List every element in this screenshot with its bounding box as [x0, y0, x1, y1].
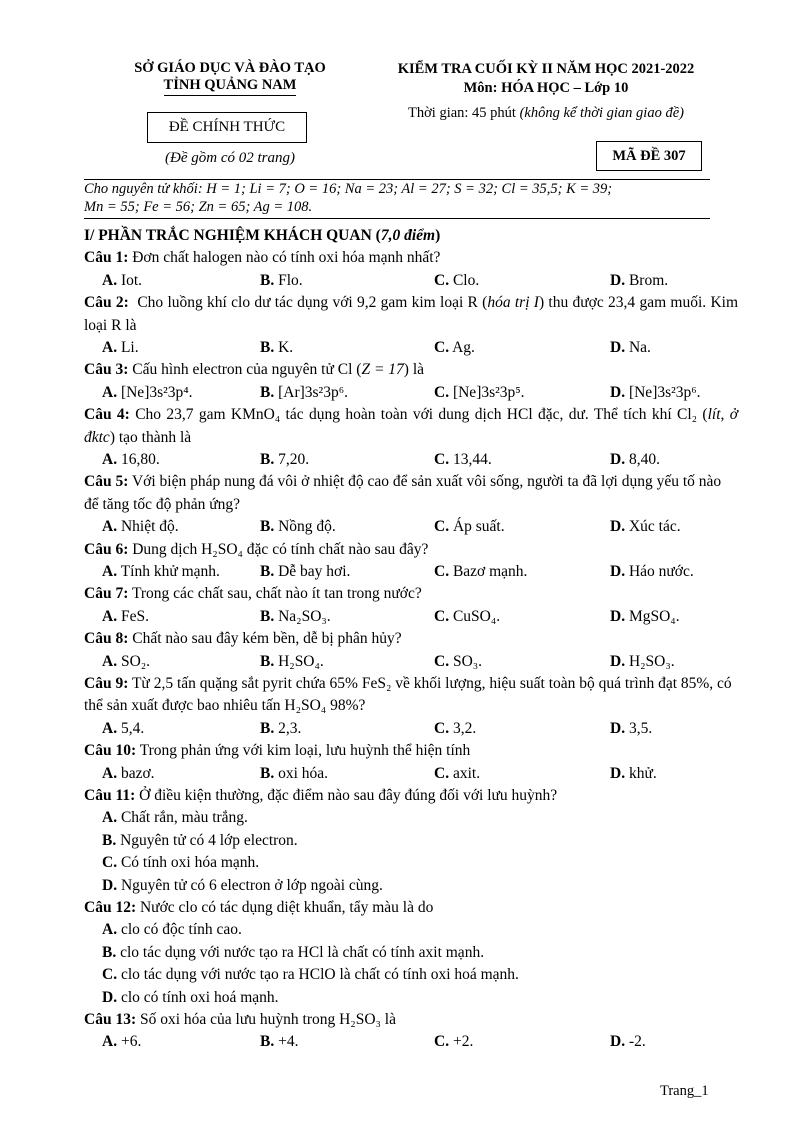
option-a: A. bazơ. [102, 764, 155, 782]
atomic-masses-note [84, 180, 710, 216]
option-c: C. 13,44. [434, 451, 492, 469]
option-d: D. 3,5. [610, 719, 653, 737]
option-b: B. Flo. [260, 271, 303, 289]
questions-section [84, 225, 738, 1054]
option-d: D. clo có tính oxi hoá mạnh. [102, 988, 279, 1006]
options-row [84, 516, 738, 538]
option-d: D. 8,40. [610, 451, 660, 469]
question-7: Câu 7: Trong các chất sau, chất nào ít tan trong nước? [84, 585, 422, 603]
option-c: C. Bazơ mạnh. [434, 563, 528, 581]
province-name: TỈNH QUẢNG NAM [164, 77, 297, 96]
option-d: D. khử. [610, 764, 657, 782]
option-a: A. FeS. [102, 607, 149, 625]
question-1 [84, 247, 738, 269]
question-12: Câu 12: Nước clo có tác dụng diệt khuẩn, tẩy màu là do [84, 899, 434, 917]
options-row [84, 382, 738, 404]
option-a: A. Iot. [102, 271, 143, 289]
options-row [84, 561, 738, 583]
exam-code-badge: MÃ ĐỀ 307 [596, 141, 702, 171]
option-b: B. clo tác dụng với nước tạo ra HCl là chất có tính axit mạnh. [102, 943, 485, 961]
exam-title-block [372, 60, 720, 98]
question-label: Câu 1: [84, 249, 129, 267]
options-row [84, 449, 738, 471]
page-count-note: (Đề gồm có 02 trang) [165, 150, 295, 166]
option-a: A. +6. [102, 1033, 142, 1051]
option-a: A. 16,80. [102, 451, 160, 469]
question-text: Đơn chất halogen nào có tính oxi hóa mạnh nhất? [132, 249, 441, 267]
option-a: A. Chất rắn, màu trắng. [102, 809, 248, 827]
option-d: D. Xúc tác. [610, 518, 681, 536]
option-c: C. Clo. [434, 271, 480, 289]
question-label: Câu 5: [84, 473, 129, 491]
question-label: Câu 4: [84, 406, 130, 424]
options-row [84, 337, 738, 359]
option-a: A. clo có độc tính cao. [102, 921, 242, 939]
option-c: C. CuSO₄. [434, 607, 501, 625]
atomic-masses-line-2: Mn = 55; Fe = 56; Zn = 65; Ag = 108. [84, 199, 313, 215]
exam-title: KIỂM TRA CUỐI KỲ II NĂM HỌC 2021-2022 [397, 61, 695, 77]
section-title: I/ PHẦN TRẮC NGHIỆM KHÁCH QUAN (7,0 điểm) [84, 227, 441, 244]
option-c: C. clo tác dụng với nước tạo ra HClO là chất có tính oxi hoá mạnh. [102, 966, 519, 984]
question-label: Câu 3: [84, 361, 129, 379]
option-d: D. MgSO₄. [610, 607, 680, 625]
options-row [84, 270, 738, 292]
atomic-masses-line-1: Cho nguyên tử khối: H = 1; Li = 7; O = 16; Na = 23; Al = 27; S = 32; Cl = 35,5; K = 39; [84, 181, 613, 197]
option-c: C. [Ne]3s²3p⁵. [434, 383, 525, 401]
time-label: Thời gian: 45 phút [408, 105, 516, 121]
option-a: A. Nhiệt độ. [102, 518, 179, 536]
option-b: B. 2,3. [260, 719, 302, 737]
option-a: A. Li. [102, 339, 139, 357]
option-c: C. SO₃. [434, 652, 483, 670]
question-label: Câu 2: [84, 294, 129, 312]
option-b: B. Dễ bay hơi. [260, 563, 351, 581]
option-b: B. oxi hóa. [260, 764, 329, 782]
question-3: Câu 3: Cấu hình electron của nguyên tử Cl (Z = 17) là [84, 361, 425, 379]
option-c: C. Ag. [434, 339, 475, 357]
options-row [84, 718, 738, 740]
question-label: Câu 7: [84, 585, 129, 603]
question-label: Câu 12: [84, 899, 137, 917]
option-b: B. Nồng độ. [260, 518, 336, 536]
department-name: SỞ GIÁO DỤC VÀ ĐÀO TẠO [134, 60, 326, 76]
option-c: C. +2. [434, 1033, 474, 1051]
option-b: B. H₂SO₄. [260, 652, 324, 670]
option-a: A. 5,4. [102, 719, 145, 737]
official-exam-badge: ĐỀ CHÍNH THỨC [147, 112, 307, 143]
option-a: A. SO₂. [102, 652, 151, 670]
question-13: Câu 13: Số oxi hóa của lưu huỳnh trong H₂SO₃ là [84, 1011, 396, 1029]
page-number: Trang_1 [660, 1083, 709, 1099]
option-d: D. Nguyên tử có 6 electron ở lớp ngoài cùng. [102, 876, 383, 894]
option-c: C. axit. [434, 764, 481, 782]
question-10: Câu 10: Trong phản ứng với kim loại, lưu huỳnh thể hiện tính [84, 742, 471, 760]
exam-time [372, 105, 720, 122]
option-a: A. Tính khử mạnh. [102, 563, 220, 581]
option-d: D. Na. [610, 339, 651, 357]
question-label: Câu 6: [84, 540, 129, 558]
divider-bottom [84, 218, 710, 219]
options-row [84, 606, 738, 628]
option-b: B. 7,20. [260, 451, 310, 469]
options-row [84, 763, 738, 785]
option-b: B. Nguyên tử có 4 lớp electron. [102, 831, 298, 849]
exam-subject: Môn: HÓA HỌC – Lớp 10 [463, 80, 629, 96]
question-label: Câu 13: [84, 1011, 137, 1029]
options-row [84, 1031, 738, 1053]
question-6: Câu 6: Dung dịch H₂SO₄ đặc có tính chất nào sau đây? [84, 540, 429, 558]
option-b: B. Na₂SO₃. [260, 607, 331, 625]
time-note: (không kể thời gian giao đề) [519, 105, 684, 121]
option-d: D. Brom. [610, 271, 669, 289]
option-c: C. Áp suất. [434, 518, 505, 536]
option-c: C. 3,2. [434, 719, 477, 737]
question-label: Câu 8: [84, 630, 129, 648]
question-9: Câu 9: Từ 2,5 tấn quặng sắt pyrit chứa 65% FeS₂ về khối lượng, hiệu suất toàn bộ quá trình đạt 85%, có thể sản xuất được bao nhiêu tấn H₂SO₄ 98%? [84, 675, 732, 715]
question-8: Câu 8: Chất nào sau đây kém bền, dễ bị phân hủy? [84, 630, 402, 648]
question-11: Câu 11: Ở điều kiện thường, đặc điểm nào sau đây đúng đối với lưu huỳnh? [84, 787, 558, 804]
section-points: 7,0 điểm [380, 227, 436, 244]
options-row [84, 651, 738, 673]
question-4: Câu 4: Cho 23,7 gam KMnO₄ tác dụng hoàn toàn với dung dịch HCl đặc, dư. Thể tích khí Cl₂ (lít, ở đktc) tạo thành là [84, 406, 738, 446]
option-d: D. -2. [610, 1033, 646, 1051]
question-label: Câu 10: [84, 742, 137, 760]
option-b: B. [Ar]3s²3p⁶. [260, 383, 348, 401]
option-b: B. K. [260, 339, 294, 357]
question-2: Câu 2: Cho luồng khí clo dư tác dụng với 9,2 gam kim loại R (hóa trị I) thu được 23,4 gam muối. Kim loại R là [84, 294, 738, 334]
option-d: D. Háo nước. [610, 563, 694, 581]
option-d: D. H₂SO₃. [610, 652, 675, 670]
question-label: Câu 9: [84, 675, 129, 692]
question-5: Câu 5: Với biện pháp nung đá vôi ở nhiệt độ cao để sản xuất vôi sống, người ta đã lợi dụng yếu tố nào để tăng tốc độ phản ứng? [84, 473, 722, 513]
question-label: Câu 11: [84, 787, 136, 804]
option-d: D. [Ne]3s²3p⁶. [610, 383, 701, 401]
option-b: B. +4. [260, 1033, 299, 1051]
option-a: A. [Ne]3s²3p⁴. [102, 383, 193, 401]
option-c: C. Có tính oxi hóa mạnh. [102, 854, 260, 872]
issuer-block [110, 60, 350, 96]
